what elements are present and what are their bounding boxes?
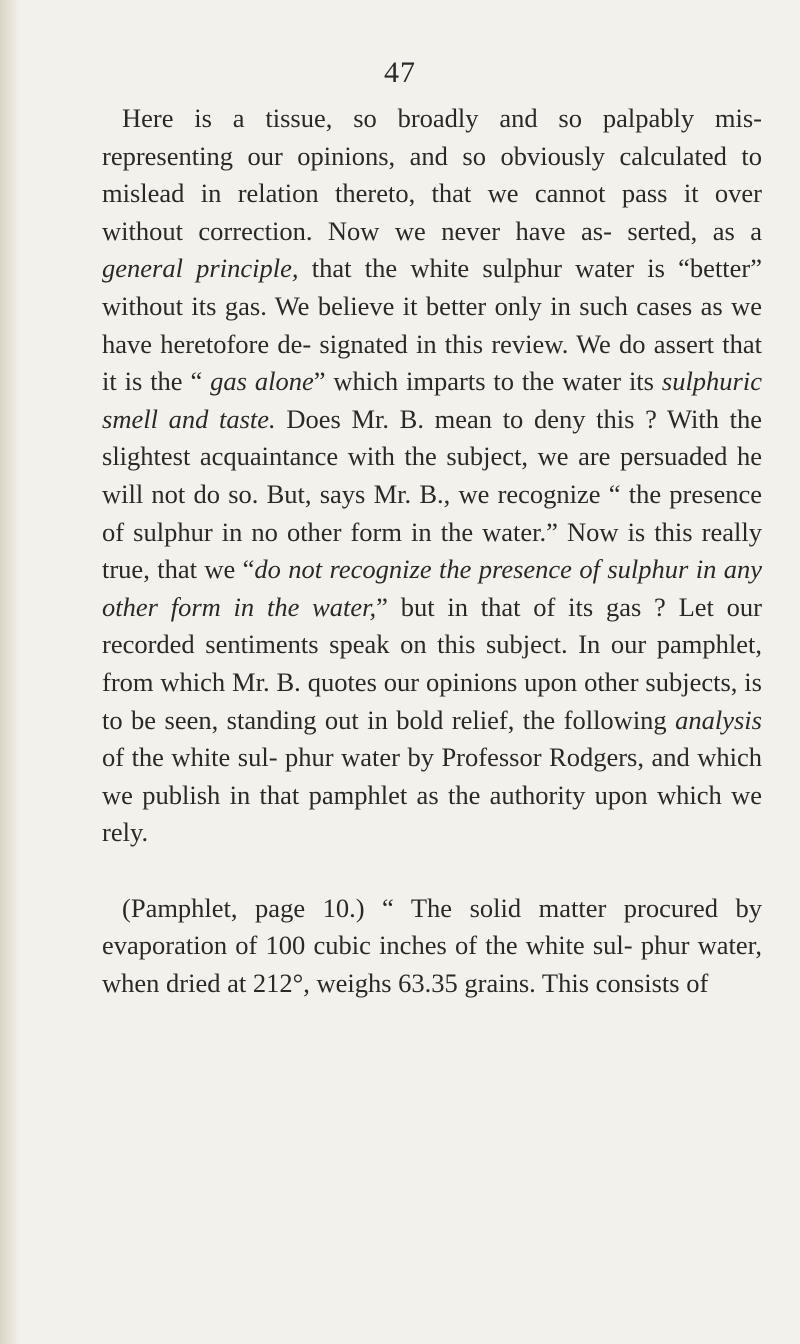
- italic-general-principle: general principle,: [102, 253, 299, 284]
- italic-analysis: analysis: [675, 704, 762, 735]
- body-text: [102, 100, 762, 1003]
- page-binding-shadow: [0, 0, 20, 1344]
- paragraph-2: (Pamphlet, page 10.) “ The solid matter procured by evaporation of 100 cubic inches of the white sul- phur water, when dried at 212°, weighs 63.35 grains. This consists of: [102, 892, 762, 999]
- paragraph-1-text-2: that the white sulphur water is “better” without its gas. We believe it better only in such cases as we have heretofore de- signated in this review. We do assert that it is the “: [102, 253, 763, 397]
- italic-do-not-recognize: do not recognize the presence of sulphur in any other form in the water,: [102, 554, 762, 622]
- page-number: 47: [384, 56, 416, 89]
- paragraph-1: [102, 100, 762, 852]
- italic-sulphuric-smell: sulphuric smell and taste.: [102, 366, 762, 434]
- paragraph-1-text-6: of the white sul- phur water by Professor Rodgers, and which we publish in that pamphlet as the authority upon which we rely.: [102, 742, 762, 848]
- paragraph-1-text-5: ” but in that of its gas ? Let our recorded sentiments speak on this subject. In our pamphlet, from which Mr. B. quotes our opinions upon other subjects, is to be seen, standing out in bold relief, the following: [102, 591, 763, 735]
- italic-gas-alone: gas alone: [210, 366, 314, 397]
- paragraph-1-text-3: ” which imparts to the water its: [313, 366, 662, 397]
- paragraph-1-text-1: Here is a tissue, so broadly and so palpably mis- representing our opinions, and so obviously calculated to mislead in relation thereto, that we cannot pass it over without correction. Now we never have as- serted, as a: [102, 103, 762, 246]
- paragraph-1-text-4: Does Mr. B. mean to deny this ? With the slightest acquaintance with the subject, we are persuaded he will not do so. But, says Mr. B., we recognize “ the presence of sulphur in no other form in the water.” Now is this really true, that we “: [102, 403, 762, 585]
